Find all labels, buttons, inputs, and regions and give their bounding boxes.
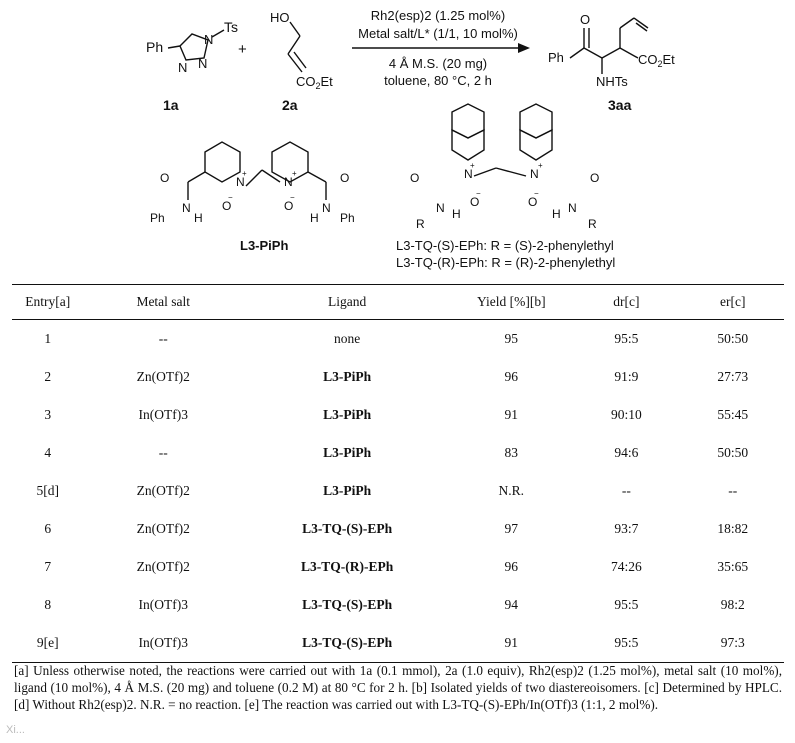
table-row [12, 548, 784, 586]
svg-text:O: O [590, 171, 600, 185]
cell-entry: 4 [44, 445, 52, 460]
cell-er: 27:73 [717, 369, 749, 384]
svg-text:Ts: Ts [224, 19, 238, 35]
cell-yield: 94 [504, 597, 519, 612]
cell-er: -- [728, 483, 738, 498]
svg-text:N: N [182, 201, 191, 215]
table-header-row [12, 285, 784, 320]
svg-text:HO: HO [270, 10, 290, 25]
cell-yield: 96 [504, 369, 519, 384]
svg-text:NHTs: NHTs [596, 74, 628, 89]
svg-text:O: O [160, 171, 170, 185]
svg-text:O: O [410, 171, 420, 185]
svg-text:R: R [588, 217, 597, 231]
cell-dr: 93:7 [614, 521, 639, 536]
table-row [12, 624, 784, 663]
conditions-line-2: toluene, 80 °C, 2 h [384, 73, 492, 88]
cell-yield: 96 [504, 559, 519, 574]
svg-text:−: − [290, 193, 295, 202]
cell-er: 50:50 [717, 331, 749, 346]
svg-text:N: N [436, 201, 445, 215]
header-er: er[c] [682, 285, 784, 320]
cell-metal-salt: In(OTf)3 [138, 597, 188, 612]
svg-text:CO2Et: $CO_2Et$ [296, 74, 333, 91]
svg-text:N: N [530, 167, 539, 181]
table-row [12, 358, 784, 396]
svg-text:R: R [416, 217, 425, 231]
cell-dr: 74:26 [611, 559, 642, 574]
cell-metal-salt: Zn(OTf)2 [136, 521, 190, 536]
svg-text:−: − [228, 193, 233, 202]
svg-text:Ph: Ph [146, 39, 164, 55]
cell-yield: N.R. [498, 483, 525, 498]
label-3aa: 3aa [608, 97, 632, 113]
cell-yield: 95 [504, 331, 519, 346]
cell-entry: 2 [44, 369, 52, 384]
cell-dr: 95:5 [614, 331, 639, 346]
cell-er: 35:65 [717, 559, 749, 574]
cell-entry: 9[e] [12, 624, 83, 663]
cell-ligand: L3-PiPh [323, 483, 372, 498]
cell-er: 98:2 [720, 597, 745, 612]
results-table [12, 284, 784, 663]
svg-text:N: N [236, 175, 245, 189]
plus-sign: + [238, 41, 247, 58]
cell-ligand: L3-TQ-(S)-EPh [302, 597, 393, 612]
cell-er: 50:50 [717, 445, 749, 460]
cell-dr: 95:5 [614, 597, 639, 612]
svg-text:+: + [242, 169, 247, 178]
svg-text:−: − [476, 189, 481, 198]
svg-text:+: + [470, 161, 475, 170]
structure-2a [270, 10, 333, 91]
cell-dr: -- [621, 483, 631, 498]
svg-text:Ph: Ph [548, 50, 564, 65]
structure-L3-PiPh [150, 142, 355, 225]
cell-metal-salt: -- [158, 445, 168, 460]
cell-dr: 91:9 [614, 369, 639, 384]
reagent-line-2: Metal salt/L* (1/1, 10 mol%) [358, 26, 518, 41]
cell-yield: 91 [504, 407, 519, 422]
header-ligand: Ligand [243, 285, 451, 320]
svg-text:O: O [580, 12, 591, 27]
table-row [12, 396, 784, 434]
cell-metal-salt: In(OTf)3 [138, 407, 188, 422]
cell-ligand: L3-TQ-(R)-EPh [301, 559, 394, 574]
cell-er: 97:3 [682, 624, 784, 663]
structure-3aa [548, 12, 675, 89]
header-dr: dr[c] [571, 285, 681, 320]
structure-1a [146, 19, 238, 75]
svg-text:+: + [292, 169, 297, 178]
svg-text:O: O [470, 195, 480, 209]
header-metal-salt: Metal salt [83, 285, 243, 320]
table-row [12, 510, 784, 548]
svg-text:O: O [222, 199, 232, 213]
cell-ligand: L3-TQ-(S)-EPh [243, 624, 451, 663]
svg-text:CO2Et: $CO_2Et$ [638, 52, 675, 69]
svg-text:N: N [178, 60, 188, 75]
arrow-head [518, 43, 530, 53]
header-entry: Entry[a] [12, 285, 83, 320]
cell-metal-salt: Zn(OTf)2 [136, 559, 190, 574]
cell-ligand: L3-PiPh [323, 407, 372, 422]
watermark: Xi... [6, 724, 25, 736]
cell-metal-salt: Zn(OTf)2 [136, 369, 190, 384]
cell-ligand: L3-TQ-(S)-EPh [302, 521, 393, 536]
svg-text:N: N [204, 32, 214, 47]
table-row [12, 320, 784, 359]
reaction-scheme [0, 0, 795, 278]
reagent-line-1: Rh2(esp)2 (1.25 mol%) [370, 8, 506, 23]
structure-L3-TQ [410, 104, 599, 231]
svg-text:H: H [194, 211, 203, 225]
table-row [12, 434, 784, 472]
cell-entry: 8 [44, 597, 52, 612]
cell-er: 55:45 [717, 407, 749, 422]
cell-dr: 95:5 [571, 624, 681, 663]
svg-text:N: N [568, 201, 577, 215]
cell-ligand: none [334, 331, 361, 346]
header-yield: Yield [%][b] [451, 285, 571, 320]
cell-entry: 1 [44, 331, 52, 346]
cell-ligand: L3-PiPh [323, 445, 372, 460]
svg-text:+: + [538, 161, 543, 170]
cell-dr: 90:10 [611, 407, 642, 422]
svg-text:O: O [284, 199, 294, 213]
cell-dr: 94:6 [614, 445, 639, 460]
cell-ligand: L3-PiPh [323, 369, 372, 384]
label-L3-PiPh: L3-PiPh [240, 238, 289, 253]
cell-metal-salt: Zn(OTf)2 [136, 483, 190, 498]
table-footnote: [a] Unless otherwise noted, the reactions were carried out with 1a (0.1 mmol), 2a (1.0 equiv), Rh2(esp)2 (1.25 mol%), metal salt (10 mol%), ligand (10 mol%), 4 Å M.S. (20 mg) and toluene (0.2 M) at 80 °C for 2 h. [b] Isolated yields of two diastereoisomers. [c] Determined by HPLC. [d] Without Rh2(esp)2. N.R. = no reaction. [e] The reaction was carried out with L3-TQ-(S)-EPh/In(OTf)3 (1:1, 2 mol%). [14, 663, 782, 712]
table-row [12, 472, 784, 510]
svg-text:N: N [322, 201, 331, 215]
svg-text:O: O [340, 171, 350, 185]
table-row [12, 586, 784, 624]
label-1a: 1a [163, 97, 179, 113]
label-L3-TQ-S: L3-TQ-(S)-EPh: R = (S)-2-phenylethyl [396, 238, 614, 253]
svg-text:H: H [452, 207, 461, 221]
cell-entry: 3 [44, 407, 52, 422]
svg-text:O: O [528, 195, 538, 209]
svg-text:N: N [198, 56, 208, 71]
label-2a: 2a [282, 97, 298, 113]
cell-er: 18:82 [717, 521, 749, 536]
cell-metal-salt: -- [158, 331, 168, 346]
conditions-line-1: 4 Å M.S. (20 mg) [388, 56, 488, 71]
svg-text:Ph: Ph [150, 211, 165, 225]
svg-text:−: − [534, 189, 539, 198]
svg-text:H: H [310, 211, 319, 225]
cell-entry: 6 [44, 521, 52, 536]
svg-text:Ph: Ph [340, 211, 355, 225]
label-L3-TQ-R: L3-TQ-(R)-EPh: R = (R)-2-phenylethyl [396, 255, 616, 270]
svg-text:N: N [464, 167, 473, 181]
cell-metal-salt: In(OTf)3 [83, 624, 243, 663]
cell-yield: 97 [504, 521, 519, 536]
cell-entry: 5[d] [36, 483, 59, 498]
cell-entry: 7 [44, 559, 52, 574]
cell-yield: 91 [451, 624, 571, 663]
svg-text:N: N [284, 175, 293, 189]
svg-text:H: H [552, 207, 561, 221]
cell-yield: 83 [504, 445, 519, 460]
